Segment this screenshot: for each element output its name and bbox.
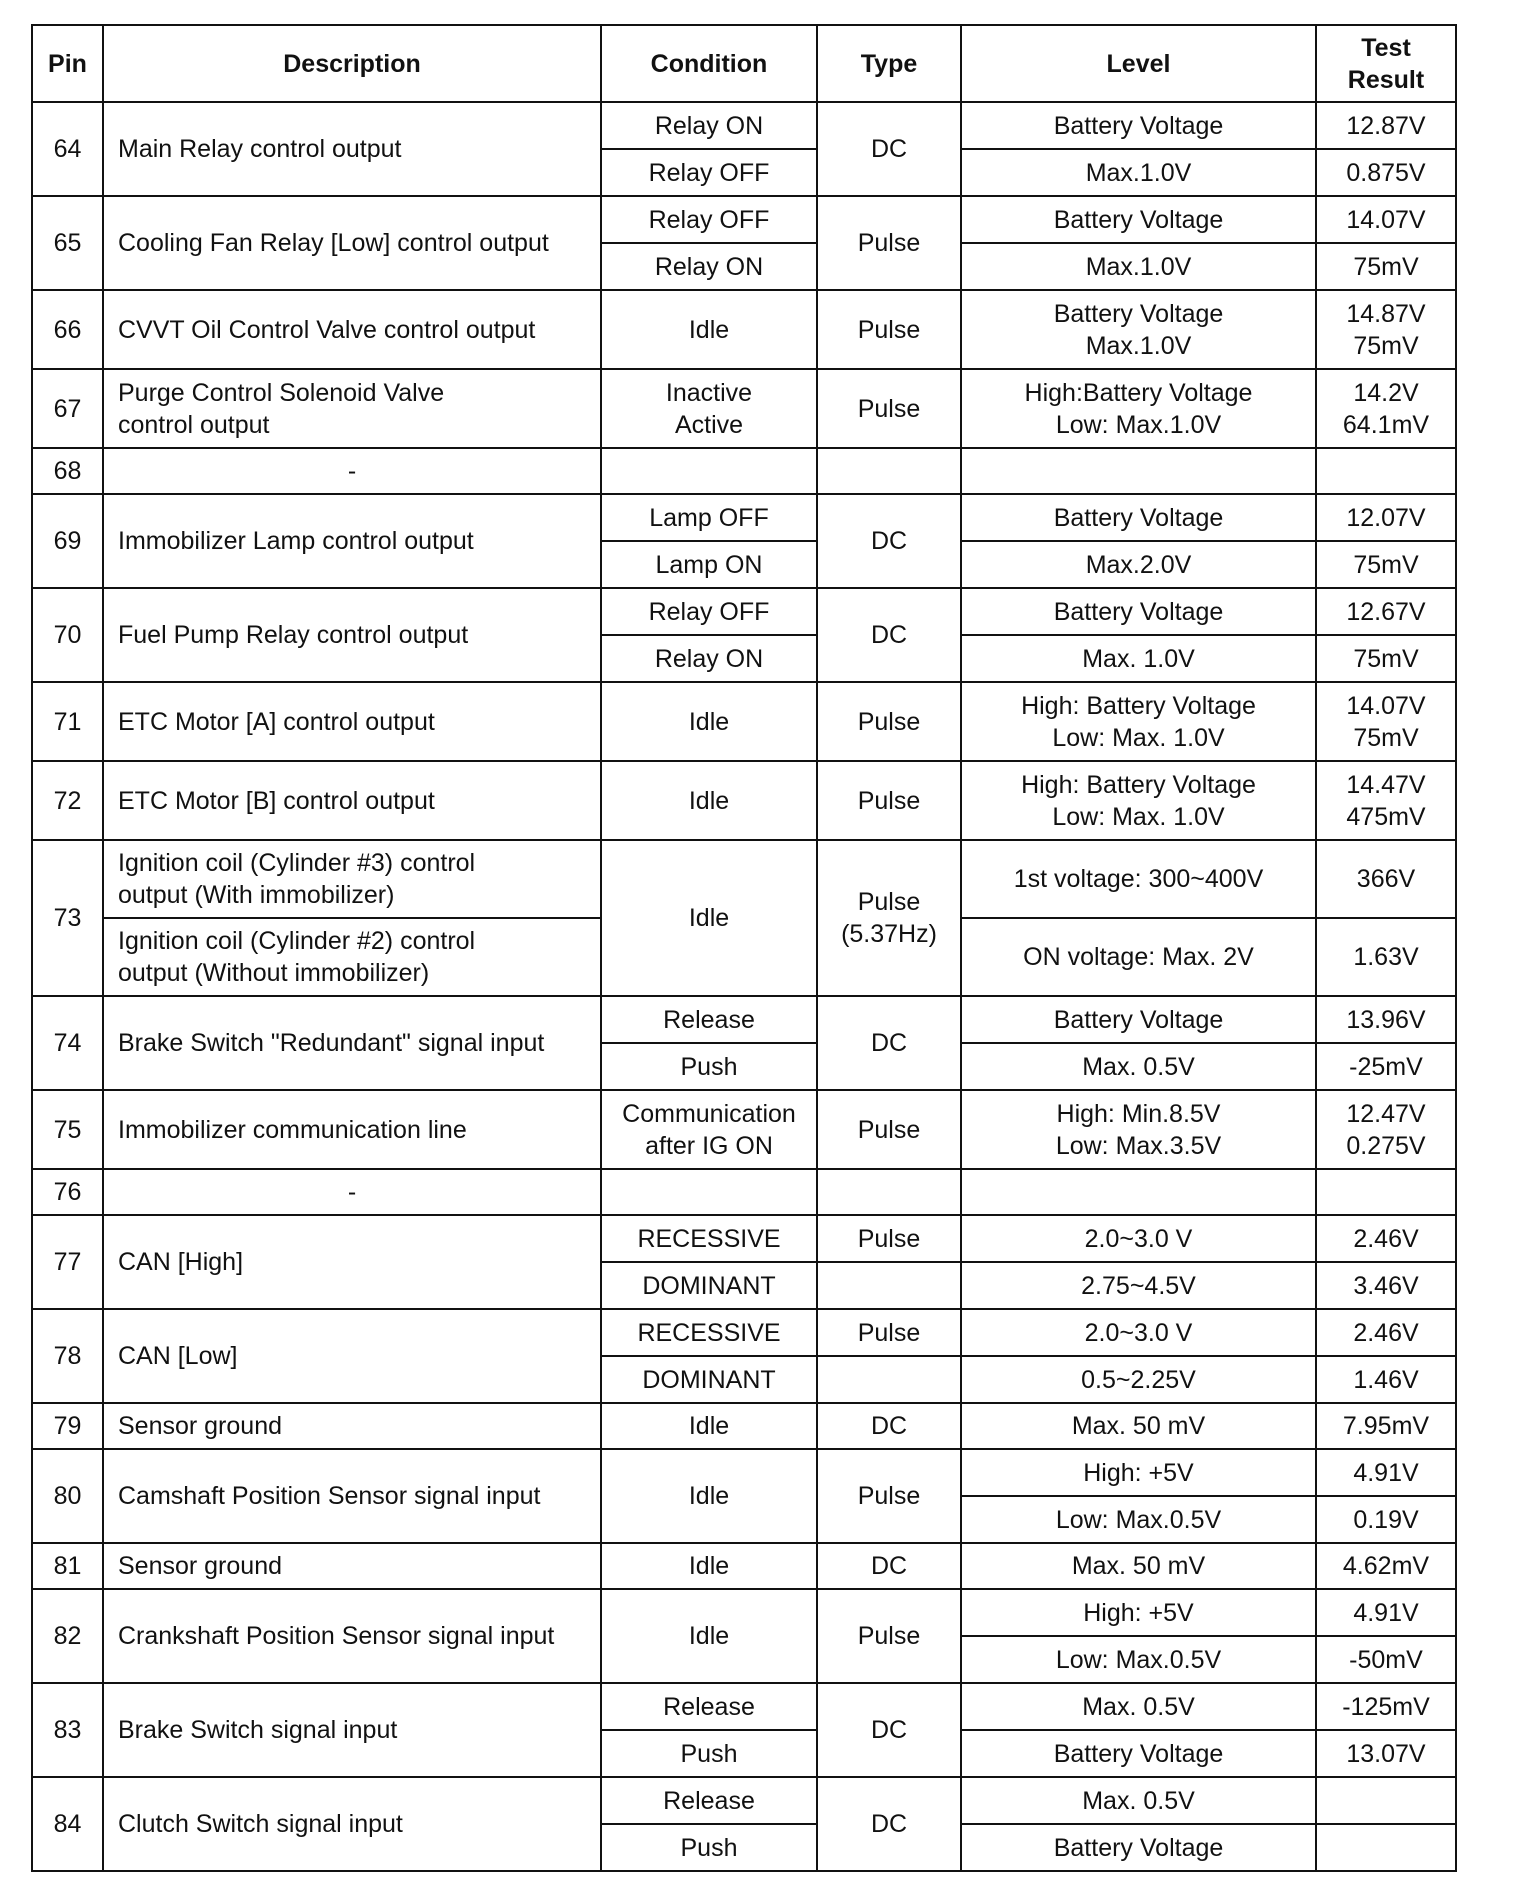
pin-cell: 71 [32, 682, 103, 761]
result-cell: 0.19V [1316, 1496, 1456, 1543]
description-cell: Ignition coil (Cylinder #3) control output (With immobilizer) [103, 840, 601, 918]
table-row-pin-75 [32, 1090, 1456, 1169]
level-cell: Low: Max.0.5V [961, 1636, 1316, 1683]
pin-cell: 84 [32, 1777, 103, 1871]
pin-cell: 80 [32, 1449, 103, 1543]
result-cell: 12.67V [1316, 588, 1456, 635]
result-cell: 4.62mV [1316, 1543, 1456, 1589]
result-cell: 1.46V [1316, 1356, 1456, 1403]
condition-cell: Idle [601, 761, 817, 840]
result-cell [1316, 1777, 1456, 1824]
table-row-pin-81 [32, 1543, 1456, 1589]
level-cell [961, 1169, 1316, 1215]
type-cell: Pulse [817, 1090, 961, 1169]
condition-cell: Relay ON [601, 635, 817, 682]
result-cell: 14.2V 64.1mV [1316, 369, 1456, 448]
type-cell: Pulse [817, 1589, 961, 1683]
condition-cell: Communication after IG ON [601, 1090, 817, 1169]
result-cell: 3.46V [1316, 1262, 1456, 1309]
description-cell: Main Relay control output [103, 102, 601, 196]
result-cell: 75mV [1316, 243, 1456, 290]
description-cell: Immobilizer communication line [103, 1090, 601, 1169]
description-cell: Crankshaft Position Sensor signal input [103, 1589, 601, 1683]
condition-cell: Relay ON [601, 102, 817, 149]
header-description: Description [103, 25, 601, 102]
pin-cell: 66 [32, 290, 103, 369]
condition-cell: Idle [601, 840, 817, 996]
description-cell: - [103, 448, 601, 494]
table-row-pin-83 [32, 1683, 1456, 1730]
pin-cell: 67 [32, 369, 103, 448]
description-cell: Camshaft Position Sensor signal input [103, 1449, 601, 1543]
condition-cell: Push [601, 1730, 817, 1777]
result-cell: -125mV [1316, 1683, 1456, 1730]
pin-cell: 70 [32, 588, 103, 682]
level-cell: High: Battery Voltage Low: Max. 1.0V [961, 682, 1316, 761]
pin-cell: 81 [32, 1543, 103, 1589]
level-cell: Low: Max.0.5V [961, 1496, 1316, 1543]
type-cell: Pulse [817, 1449, 961, 1543]
level-cell: Max. 0.5V [961, 1777, 1316, 1824]
header-condition: Condition [601, 25, 817, 102]
description-cell: Immobilizer Lamp control output [103, 494, 601, 588]
description-cell: Purge Control Solenoid Valve control output [103, 369, 601, 448]
pin-cell: 76 [32, 1169, 103, 1215]
pin-cell: 73 [32, 840, 103, 996]
pin-cell: 64 [32, 102, 103, 196]
table-row-pin-65 [32, 196, 1456, 243]
result-cell: 12.87V [1316, 102, 1456, 149]
condition-cell: Inactive Active [601, 369, 817, 448]
result-cell: -25mV [1316, 1043, 1456, 1090]
level-cell: ON voltage: Max. 2V [961, 918, 1316, 996]
condition-cell [601, 448, 817, 494]
result-cell: -50mV [1316, 1636, 1456, 1683]
result-cell: 14.07V 75mV [1316, 682, 1456, 761]
header-test-result: Test Result [1316, 25, 1456, 102]
condition-cell [601, 1169, 817, 1215]
table-row-pin-64 [32, 102, 1456, 149]
type-cell: Pulse [817, 1215, 961, 1262]
result-cell: 13.96V [1316, 996, 1456, 1043]
result-cell: 1.63V [1316, 918, 1456, 996]
description-cell: Brake Switch "Redundant" signal input [103, 996, 601, 1090]
table-row-pin-78 [32, 1309, 1456, 1356]
result-cell: 14.87V 75mV [1316, 290, 1456, 369]
condition-cell: Release [601, 1683, 817, 1730]
type-cell: DC [817, 1683, 961, 1777]
level-cell: Max. 50 mV [961, 1403, 1316, 1449]
type-cell: DC [817, 1777, 961, 1871]
level-cell: 2.0~3.0 V [961, 1215, 1316, 1262]
result-cell: 75mV [1316, 635, 1456, 682]
result-cell: 13.07V [1316, 1730, 1456, 1777]
header-row [32, 25, 1456, 102]
type-cell [817, 1169, 961, 1215]
condition-cell: Idle [601, 1589, 817, 1683]
table-row-pin-67 [32, 369, 1456, 448]
condition-cell: Lamp OFF [601, 494, 817, 541]
condition-cell: RECESSIVE [601, 1215, 817, 1262]
level-cell: Max.1.0V [961, 243, 1316, 290]
table-row-pin-79 [32, 1403, 1456, 1449]
type-cell: DC [817, 494, 961, 588]
type-cell [817, 1262, 961, 1309]
condition-cell: Idle [601, 1403, 817, 1449]
table-row-pin-73 [32, 840, 1456, 918]
table-row-pin-77 [32, 1215, 1456, 1262]
level-cell: Max. 50 mV [961, 1543, 1316, 1589]
description-cell: Sensor ground [103, 1543, 601, 1589]
type-cell [817, 448, 961, 494]
pin-cell: 78 [32, 1309, 103, 1403]
level-cell: Battery Voltage [961, 102, 1316, 149]
table-row-pin-80 [32, 1449, 1456, 1496]
result-cell: 0.875V [1316, 149, 1456, 196]
pin-cell: 77 [32, 1215, 103, 1309]
type-cell: Pulse [817, 682, 961, 761]
condition-cell: Push [601, 1824, 817, 1871]
level-cell: Battery Voltage [961, 1730, 1316, 1777]
condition-cell: Relay OFF [601, 588, 817, 635]
table-row-pin-74 [32, 996, 1456, 1043]
table-row-pin-72 [32, 761, 1456, 840]
level-cell: Max. 0.5V [961, 1683, 1316, 1730]
pin-cell: 82 [32, 1589, 103, 1683]
type-cell: DC [817, 1543, 961, 1589]
level-cell: 2.75~4.5V [961, 1262, 1316, 1309]
condition-cell: Relay OFF [601, 149, 817, 196]
level-cell: Max. 1.0V [961, 635, 1316, 682]
condition-cell: Push [601, 1043, 817, 1090]
pin-cell: 69 [32, 494, 103, 588]
description-cell: Ignition coil (Cylinder #2) control output (Without immobilizer) [103, 918, 601, 996]
description-cell: Cooling Fan Relay [Low] control output [103, 196, 601, 290]
level-cell: Battery Voltage [961, 1824, 1316, 1871]
level-cell: High: +5V [961, 1589, 1316, 1636]
description-cell: Clutch Switch signal input [103, 1777, 601, 1871]
level-cell: Max.2.0V [961, 541, 1316, 588]
type-cell: DC [817, 102, 961, 196]
description-cell: ETC Motor [A] control output [103, 682, 601, 761]
ecm-pin-test-table [31, 24, 1457, 1872]
description-cell: - [103, 1169, 601, 1215]
pin-cell: 68 [32, 448, 103, 494]
condition-cell: DOMINANT [601, 1262, 817, 1309]
condition-cell: Idle [601, 1449, 817, 1543]
result-cell: 366V [1316, 840, 1456, 918]
condition-cell: Idle [601, 682, 817, 761]
result-cell: 12.47V 0.275V [1316, 1090, 1456, 1169]
type-cell: Pulse [817, 1309, 961, 1356]
description-cell: CVVT Oil Control Valve control output [103, 290, 601, 369]
table-row-pin-76 [32, 1169, 1456, 1215]
result-cell: 75mV [1316, 541, 1456, 588]
level-cell: 1st voltage: 300~400V [961, 840, 1316, 918]
level-cell: Max.1.0V [961, 149, 1316, 196]
table-row-pin-66 [32, 290, 1456, 369]
pin-cell: 83 [32, 1683, 103, 1777]
pin-test-document [31, 24, 1455, 1872]
pin-cell: 72 [32, 761, 103, 840]
level-cell: 2.0~3.0 V [961, 1309, 1316, 1356]
type-cell: Pulse [817, 761, 961, 840]
type-cell: Pulse [817, 290, 961, 369]
result-cell: 4.91V [1316, 1589, 1456, 1636]
result-cell: 14.47V 475mV [1316, 761, 1456, 840]
header-pin: Pin [32, 25, 103, 102]
type-cell: Pulse [817, 369, 961, 448]
level-cell: 0.5~2.25V [961, 1356, 1316, 1403]
condition-cell: RECESSIVE [601, 1309, 817, 1356]
level-cell: High: Battery Voltage Low: Max. 1.0V [961, 761, 1316, 840]
level-cell: Battery Voltage Max.1.0V [961, 290, 1316, 369]
type-cell: DC [817, 1403, 961, 1449]
condition-cell: Release [601, 1777, 817, 1824]
type-cell: Pulse (5.37Hz) [817, 840, 961, 996]
result-cell: 2.46V [1316, 1309, 1456, 1356]
type-cell: DC [817, 588, 961, 682]
description-cell: Brake Switch signal input [103, 1683, 601, 1777]
description-cell: CAN [High] [103, 1215, 601, 1309]
header-type: Type [817, 25, 961, 102]
pin-cell: 65 [32, 196, 103, 290]
pin-cell: 79 [32, 1403, 103, 1449]
type-cell: Pulse [817, 196, 961, 290]
result-cell [1316, 448, 1456, 494]
level-cell: High: Min.8.5V Low: Max.3.5V [961, 1090, 1316, 1169]
result-cell: 2.46V [1316, 1215, 1456, 1262]
header-level: Level [961, 25, 1316, 102]
table-row-pin-70 [32, 588, 1456, 635]
level-cell: High:Battery Voltage Low: Max.1.0V [961, 369, 1316, 448]
result-cell [1316, 1824, 1456, 1871]
condition-cell: Relay ON [601, 243, 817, 290]
table-row-pin-84 [32, 1777, 1456, 1824]
type-cell [817, 1356, 961, 1403]
pin-cell: 75 [32, 1090, 103, 1169]
description-cell: Sensor ground [103, 1403, 601, 1449]
level-cell: Battery Voltage [961, 588, 1316, 635]
level-cell: Battery Voltage [961, 996, 1316, 1043]
condition-cell: Lamp ON [601, 541, 817, 588]
level-cell: Battery Voltage [961, 196, 1316, 243]
pin-cell: 74 [32, 996, 103, 1090]
condition-cell: Release [601, 996, 817, 1043]
level-cell [961, 448, 1316, 494]
level-cell: Battery Voltage [961, 494, 1316, 541]
condition-cell: Idle [601, 1543, 817, 1589]
result-cell: 4.91V [1316, 1449, 1456, 1496]
table-row-pin-71 [32, 682, 1456, 761]
result-cell: 14.07V [1316, 196, 1456, 243]
condition-cell: Relay OFF [601, 196, 817, 243]
result-cell: 12.07V [1316, 494, 1456, 541]
level-cell: Max. 0.5V [961, 1043, 1316, 1090]
table-row-pin-82 [32, 1589, 1456, 1636]
condition-cell: DOMINANT [601, 1356, 817, 1403]
description-cell: Fuel Pump Relay control output [103, 588, 601, 682]
type-cell: DC [817, 996, 961, 1090]
condition-cell: Idle [601, 290, 817, 369]
level-cell: High: +5V [961, 1449, 1316, 1496]
description-cell: ETC Motor [B] control output [103, 761, 601, 840]
table-row-pin-68 [32, 448, 1456, 494]
table-row-pin-69 [32, 494, 1456, 541]
description-cell: CAN [Low] [103, 1309, 601, 1403]
result-cell: 7.95mV [1316, 1403, 1456, 1449]
result-cell [1316, 1169, 1456, 1215]
